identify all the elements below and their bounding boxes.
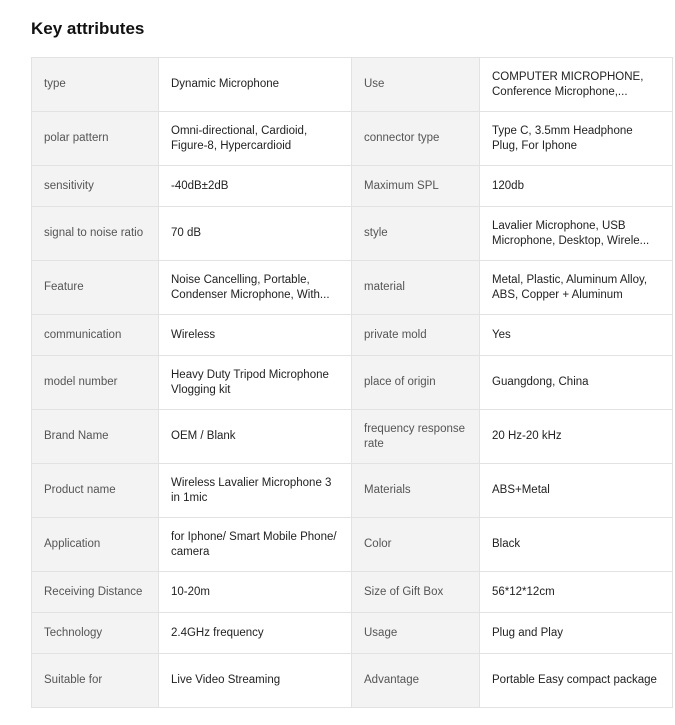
attribute-value: 20 Hz-20 kHz bbox=[480, 410, 673, 464]
table-row bbox=[32, 654, 673, 708]
attribute-name: Size of Gift Box bbox=[352, 572, 480, 613]
attribute-name: Application bbox=[32, 518, 159, 572]
attribute-value: 70 dB bbox=[159, 207, 352, 261]
attribute-value: Black bbox=[480, 518, 673, 572]
table-row bbox=[32, 613, 673, 654]
attribute-name: Maximum SPL bbox=[352, 166, 480, 207]
attribute-value: Plug and Play bbox=[480, 613, 673, 654]
table-row bbox=[32, 464, 673, 518]
table-row bbox=[32, 410, 673, 464]
attribute-value: Portable Easy compact package bbox=[480, 654, 673, 708]
attribute-value: Live Video Streaming bbox=[159, 654, 352, 708]
attribute-name: Brand Name bbox=[32, 410, 159, 464]
attribute-value: for Iphone/ Smart Mobile Phone/ camera bbox=[159, 518, 352, 572]
attribute-value: Yes bbox=[480, 315, 673, 356]
attribute-name: Receiving Distance bbox=[32, 572, 159, 613]
attribute-name: material bbox=[352, 261, 480, 315]
attribute-name: polar pattern bbox=[32, 112, 159, 166]
attribute-name: Color bbox=[352, 518, 480, 572]
attribute-name: Product name bbox=[32, 464, 159, 518]
attribute-value: OEM / Blank bbox=[159, 410, 352, 464]
attribute-value: Wireless bbox=[159, 315, 352, 356]
attribute-name: frequency response rate bbox=[352, 410, 480, 464]
attribute-name: signal to noise ratio bbox=[32, 207, 159, 261]
attribute-value: 2.4GHz frequency bbox=[159, 613, 352, 654]
table-row bbox=[32, 112, 673, 166]
attribute-name: style bbox=[352, 207, 480, 261]
attribute-value: ABS+Metal bbox=[480, 464, 673, 518]
table-row bbox=[32, 207, 673, 261]
attribute-name: Technology bbox=[32, 613, 159, 654]
attribute-value: Noise Cancelling, Portable, Condenser Microphone, With... bbox=[159, 261, 352, 315]
attribute-value: 56*12*12cm bbox=[480, 572, 673, 613]
attribute-name: Use bbox=[352, 58, 480, 112]
attribute-name: type bbox=[32, 58, 159, 112]
attribute-value: Omni-directional, Cardioid, Figure-8, Hypercardioid bbox=[159, 112, 352, 166]
table-row bbox=[32, 572, 673, 613]
attribute-name: private mold bbox=[352, 315, 480, 356]
attribute-name: Advantage bbox=[352, 654, 480, 708]
attribute-value: COMPUTER MICROPHONE, Conference Microphone,... bbox=[480, 58, 673, 112]
attribute-name: communication bbox=[32, 315, 159, 356]
attribute-value: 10-20m bbox=[159, 572, 352, 613]
attribute-value: 120db bbox=[480, 166, 673, 207]
attribute-value: -40dB±2dB bbox=[159, 166, 352, 207]
attribute-value: Wireless Lavalier Microphone 3 in 1mic bbox=[159, 464, 352, 518]
table-row bbox=[32, 166, 673, 207]
table-row bbox=[32, 518, 673, 572]
attribute-name: Usage bbox=[352, 613, 480, 654]
attribute-value: Lavalier Microphone, USB Microphone, Desktop, Wirele... bbox=[480, 207, 673, 261]
attribute-value: Heavy Duty Tripod Microphone Vlogging kit bbox=[159, 356, 352, 410]
attribute-name: sensitivity bbox=[32, 166, 159, 207]
table-row bbox=[32, 315, 673, 356]
table-row bbox=[32, 58, 673, 112]
attribute-name: Suitable for bbox=[32, 654, 159, 708]
attribute-name: model number bbox=[32, 356, 159, 410]
attributes-table bbox=[31, 57, 673, 708]
attribute-value: Dynamic Microphone bbox=[159, 58, 352, 112]
attribute-value: Type C, 3.5mm Headphone Plug, For Iphone bbox=[480, 112, 673, 166]
table-row bbox=[32, 356, 673, 410]
table-row bbox=[32, 261, 673, 315]
attribute-name: Materials bbox=[352, 464, 480, 518]
section-title: Key attributes bbox=[31, 19, 145, 38]
attribute-name: Feature bbox=[32, 261, 159, 315]
attribute-name: connector type bbox=[352, 112, 480, 166]
attribute-name: place of origin bbox=[352, 356, 480, 410]
attribute-value: Guangdong, China bbox=[480, 356, 673, 410]
attribute-value: Metal, Plastic, Aluminum Alloy, ABS, Copper + Aluminum bbox=[480, 261, 673, 315]
